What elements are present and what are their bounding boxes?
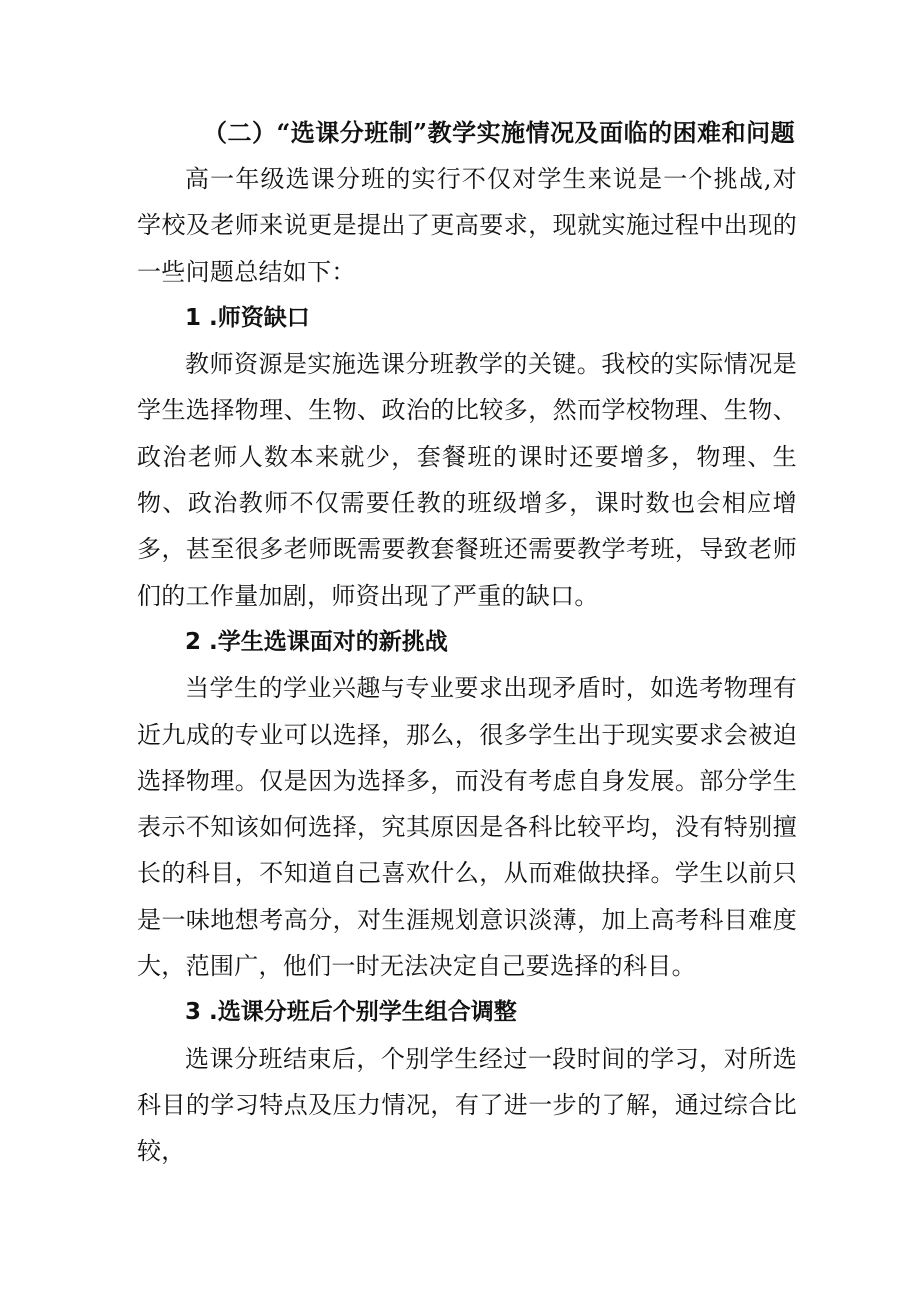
subsection-body-3: 选课分班结束后，个别学生经过一段时间的学习，对所选科目的学习特点及压力情况，有了进一步的了解，通过综合比较， <box>137 1044 797 1166</box>
intro-paragraph: 高一年级选课分班的实行不仅对学生来说是一个挑战,对学校及老师来说更是提出了更高要求，现就实施过程中出现的一些问题总结如下： <box>137 165 797 286</box>
subsection-body-2: 当学生的学业兴趣与专业要求出现矛盾时，如选考物理有近九成的专业可以选择，那么，很多学生出于现实要求会被迫选择物理。仅是因为选择多，而没有考虑自身发展。部分学生表示不知该如何选择，究其原因是各科比较平均，没有特别擅长的科目，不知道自己喜欢什么，从而难做抉择。学生以前只是一味地想考高分，对生涯规划意识淡薄，加上高考科目难度大，范围广，他们一时无法决定自己要选择的科目。 <box>137 674 797 981</box>
subsection-heading-2: 2 .学生选课面对的新挑战 <box>185 628 448 655</box>
subsection-heading-3: 3 .选课分班后个别学生组合调整 <box>185 999 517 1026</box>
subsection-heading-1: 1 .师资缺口 <box>185 304 310 331</box>
document-content <box>137 110 797 1175</box>
subsection-body-1: 教师资源是实施选课分班教学的关键。我校的实际情况是学生选择物理、生物、政治的比较多，然而学校物理、生物、政治老师人数本来就少，套餐班的课时还要增多，物理、生物、政治教师不仅需要任教的班级增多，课时数也会相应增多，甚至很多老师既需要教套餐班还需要教学考班，导致老师们的工作量加剧，师资出现了严重的缺口。 <box>137 350 797 610</box>
section-title: （二）“选课分班制”教学实施情况及面临的困难和问题 <box>203 118 796 147</box>
